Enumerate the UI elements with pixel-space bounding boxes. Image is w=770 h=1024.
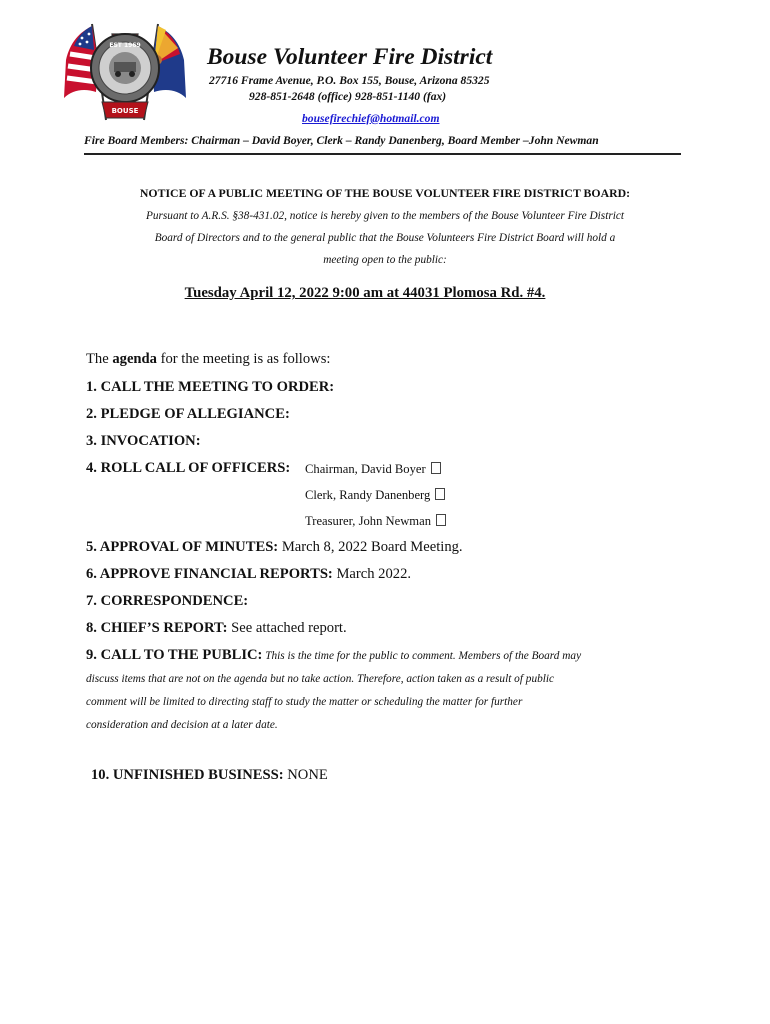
svg-text:BOUSE: BOUSE — [111, 107, 139, 115]
checkbox-icon[interactable] — [431, 462, 441, 474]
svg-text:EST 1969: EST 1969 — [109, 42, 141, 49]
checkbox-icon[interactable] — [436, 514, 446, 526]
agenda-item-label: 8. CHIEF’S REPORT: — [86, 620, 228, 636]
agenda-item — [86, 593, 248, 610]
agenda-item — [86, 647, 581, 664]
agenda-item-text: NONE — [283, 767, 328, 783]
notice-line: Pursuant to A.R.S. §38-431.02, notice is hereby given to the members of the Bouse Volunteer Fire District — [145, 210, 625, 222]
org-phones: 928-851-2648 (office) 928-851-1140 (fax) — [249, 90, 447, 103]
agenda-item-label: 5. APPROVAL OF MINUTES: — [86, 539, 279, 555]
org-address: 27716 Frame Avenue, P.O. Box 155, Bouse, Arizona 85325 — [209, 74, 490, 87]
agenda-item-continuation: comment will be limited to directing staff to study the matter or scheduling the matter for further — [86, 696, 523, 708]
checkbox-icon[interactable] — [435, 488, 445, 500]
agenda-item-text: March 2022. — [332, 566, 412, 582]
agenda-item-continuation: discuss items that are not on the agenda but no take action. Therefore, action taken as a result of public — [86, 673, 555, 685]
agenda-item — [86, 433, 201, 450]
org-name: Bouse Volunteer Fire District — [207, 44, 493, 70]
notice-line: Board of Directors and to the general public that the Bouse Volunteers Fire District Board will hold a — [154, 232, 616, 244]
officer-name: Chairman, David Boyer — [305, 462, 426, 476]
agenda-item-label: 2. PLEDGE OF ALLEGIANCE: — [86, 406, 290, 422]
agenda-item-label: 3. INVOCATION: — [86, 433, 201, 449]
agenda-intro-keyword: agenda — [112, 351, 157, 367]
agenda-item — [86, 566, 411, 583]
officer-roll-entry — [305, 488, 445, 503]
officer-roll-entry — [305, 462, 441, 477]
agenda-intro — [86, 351, 330, 368]
notice-line: meeting open to the public: — [323, 254, 447, 266]
agenda-item-label: 7. CORRESPONDENCE: — [86, 593, 249, 609]
notice-heading: NOTICE OF A PUBLIC MEETING OF THE BOUSE VOLUNTEER FIRE DISTRICT BOARD: — [139, 186, 631, 200]
agenda-item — [86, 460, 290, 477]
agenda-item-label: 4. ROLL CALL OF OFFICERS: — [86, 460, 291, 476]
fire-district-logo — [62, 20, 188, 130]
agenda-item-label: 1. CALL THE MEETING TO ORDER: — [86, 379, 335, 395]
agenda-item-label: 10. UNFINISHED BUSINESS: — [91, 767, 284, 783]
officer-roll-entry — [305, 514, 446, 529]
agenda-item-text: March 8, 2022 Board Meeting. — [278, 539, 463, 555]
agenda-item-text: See attached report. — [227, 620, 347, 636]
agenda-item — [86, 620, 347, 637]
header-divider — [84, 153, 681, 155]
agenda-item-continuation: consideration and decision at a later date. — [86, 719, 278, 731]
agenda-item-label: 6. APPROVE FINANCIAL REPORTS: — [86, 566, 333, 582]
agenda-item — [86, 379, 334, 396]
meeting-date-line: Tuesday April 12, 2022 9:00 am at 44031 Plomosa Rd. #4. — [184, 285, 546, 301]
agenda-item-label: 9. CALL TO THE PUBLIC: — [86, 647, 263, 663]
officer-name: Clerk, Randy Danenberg — [305, 488, 431, 502]
email-link[interactable]: bousefirechief@hotmail.com — [302, 112, 440, 125]
agenda-intro-suffix: for the meeting is as follows: — [156, 351, 331, 367]
officer-name: Treasurer, John Newman — [305, 514, 431, 528]
maltese-cross-badge-icon — [91, 34, 159, 118]
agenda-item — [86, 406, 290, 423]
agenda-item — [86, 539, 463, 556]
agenda-item-text: This is the time for the public to comment. Members of the Board may — [262, 650, 582, 662]
board-members: Fire Board Members: Chairman – David Boyer, Clerk – Randy Danenberg, Board Member –John Newman — [84, 134, 599, 147]
agenda-intro-prefix: The — [86, 351, 113, 367]
agenda-item — [91, 767, 328, 784]
